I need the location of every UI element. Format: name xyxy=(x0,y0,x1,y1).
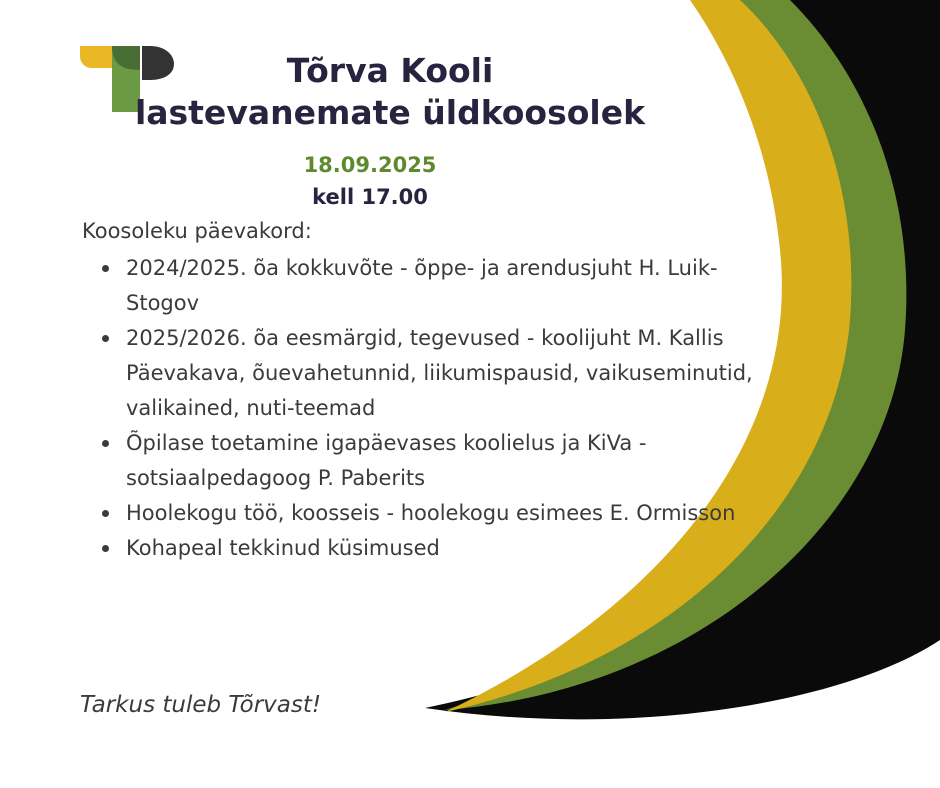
agenda-heading: Koosoleku päevakord: xyxy=(82,219,312,243)
bullet-icon xyxy=(102,510,109,517)
agenda-item-text: Kohapeal tekkinud küsimused xyxy=(126,536,440,560)
agenda-item xyxy=(126,426,786,496)
agenda-item-text: Õpilase toetamine igapäevases koolielus ja KiVa - sotsiaalpedagoog P. Paberits xyxy=(126,431,647,490)
title-line-2: lastevanemate üldkoosolek xyxy=(134,93,646,132)
bullet-icon xyxy=(102,440,109,447)
motto: Tarkus tuleb Tõrvast! xyxy=(80,692,322,718)
title-line-1: Tõrva Kooli xyxy=(286,51,494,90)
agenda-item xyxy=(126,251,786,321)
meeting-date: 18.09.2025 xyxy=(303,153,437,177)
agenda-item xyxy=(126,496,786,531)
bullet-icon xyxy=(102,335,109,342)
agenda-list xyxy=(80,251,786,566)
bullet-icon xyxy=(102,265,109,272)
agenda-item xyxy=(126,321,786,426)
agenda-item-text: 2025/2026. õa eesmärgid, tegevused - koolijuht M. Kallis Päevakava, õuevahetunnid, liikumispausid, vaikuseminutid, valikained, nuti-teemad xyxy=(126,326,753,420)
agenda-item-text: 2024/2025. õa kokkuvõte - õppe- ja arendusjuht H. Luik-Stogov xyxy=(126,256,718,315)
bullet-icon xyxy=(102,545,109,552)
agenda-item-text: Hoolekogu töö, koosseis - hoolekogu esimees E. Ormisson xyxy=(126,501,736,525)
page-title xyxy=(0,50,780,134)
agenda-item xyxy=(126,531,786,566)
meeting-time: kell 17.00 xyxy=(312,185,428,209)
